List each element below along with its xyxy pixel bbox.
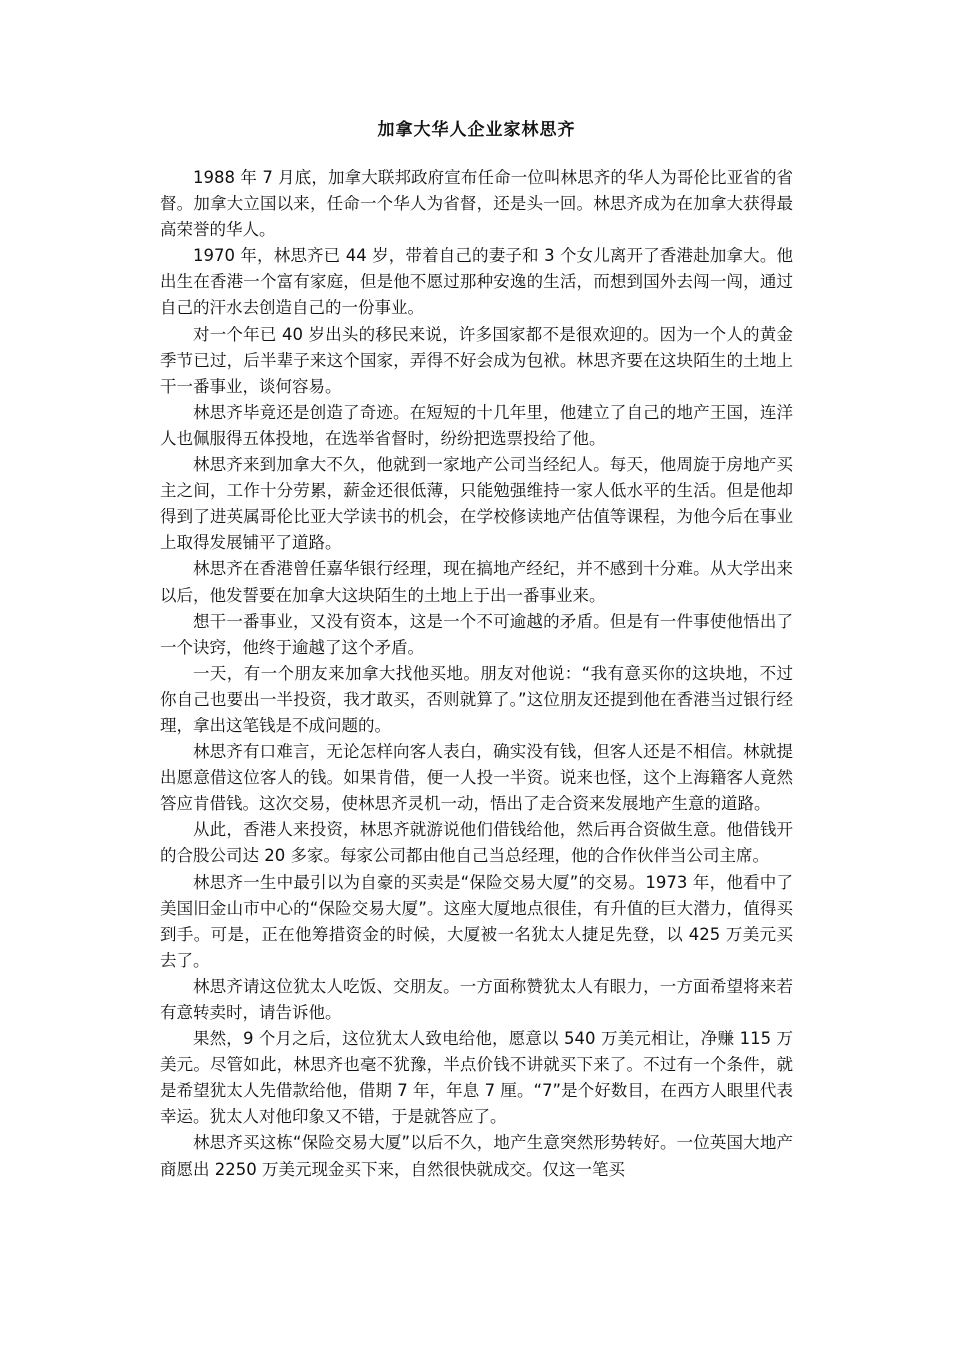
paragraph: 一天，有一个朋友来加拿大找他买地。朋友对他说：“我有意买你的这块地，不过你自己也要出一半投资，我才敢买，否则就算了。”这位朋友还提到他在香港当过银行经理，拿出这笔钱是不成问题的。	[160, 663, 793, 735]
paragraph: 果然，9 个月之后，这位犹太人致电给他，愿意以 540 万美元相让，净赚 115 万美元。尽管如此，林思齐也毫不犹豫，半点价钱不讲就买下来了。不过有一个条件，就是希望犹太人先借款给他，借期 7 年，年息 7 厘。“7”是个好数目，在西方人眼里代表幸运。犹太人对他印象又不错，于是就答应了。	[160, 1029, 793, 1127]
paragraph: 1988 年 7 月底，加拿大联邦政府宣布任命一位叫林思齐的华人为哥伦比亚省的省督。加拿大立国以来，任命一个华人为省督，还是头一回。林思齐成为在加拿大获得最高荣誉的华人。	[160, 168, 793, 240]
document-title: 加拿大华人企业家林思齐	[377, 120, 576, 140]
document-body	[160, 165, 793, 1183]
paragraph: 林思齐在香港曾任嘉华银行经理，现在搞地产经纪，并不感到十分难。从大学出来以后，他发誓要在加拿大这块陌生的土地上于出一番事业来。	[160, 559, 793, 605]
paragraph: 林思齐买这栋“保险交易大厦”以后不久，地产生意突然形势转好。一位英国大地产商愿出 2250 万美元现金买下来，自然很快就成交。仅这一笔买	[160, 1133, 793, 1179]
paragraph: 林思齐有口难言，无论怎样向客人表白，确实没有钱，但客人还是不相信。林就提出愿意借这位客人的钱。如果肯借，便一人投一半资。说来也怪，这个上海籍客人竟然答应肯借钱。这次交易，使林思齐灵机一动，悟出了走合资来发展地产生意的道路。	[160, 742, 793, 814]
paragraph: 对一个年已 40 岁出头的移民来说，许多国家都不是很欢迎的。因为一个人的黄金季节已过，后半辈子来这个国家，弄得不好会成为包袱。林思齐要在这块陌生的土地上干一番事业，谈何容易。	[160, 324, 793, 396]
paragraph: 林思齐来到加拿大不久，他就到一家地产公司当经纪人。每天，他周旋于房地产买主之间，工作十分劳累，薪金还很低薄，只能勉强维持一家人低水平的生活。但是他却得到了进英属哥伦比亚大学读书的机会，在学校修读地产估值等课程，为他今后在事业上取得发展铺平了道路。	[160, 455, 793, 553]
paragraph: 林思齐一生中最引以为自豪的买卖是“保险交易大厦”的交易。1973 年，他看中了美国旧金山市中心的“保险交易大厦”。这座大厦地点很佳，有升值的巨大潜力，值得买到手。可是，正在他筹措资金的时候，大厦被一名犹太人捷足先登，以 425 万美元买去了。	[160, 872, 793, 970]
paragraph: 想干一番事业，又没有资本，这是一个不可逾越的矛盾。但是有一件事使他悟出了一个诀窍，他终于逾越了这个矛盾。	[160, 611, 793, 657]
paragraph: 从此，香港人来投资，林思齐就游说他们借钱给他，然后再合资做生意。他借钱开的合股公司达 20 多家。每家公司都由他自己当总经理，他的合作伙伴当公司主席。	[160, 820, 793, 866]
paragraph: 1970 年，林思齐已 44 岁，带着自己的妻子和 3 个女儿离开了香港赴加拿大。他出生在香港一个富有家庭，但是他不愿过那种安逸的生活，而想到国外去闯一闯，通过自己的汗水去创造自己的一份事业。	[160, 246, 793, 318]
paragraph: 林思齐毕竟还是创造了奇迹。在短短的十几年里，他建立了自己的地产王国，连洋人也佩服得五体投地，在选举省督时，纷纷把选票投给了他。	[160, 402, 793, 448]
paragraph: 林思齐请这位犹太人吃饭、交朋友。一方面称赞犹太人有眼力，一方面希望将来若有意转卖时，请告诉他。	[160, 976, 793, 1022]
